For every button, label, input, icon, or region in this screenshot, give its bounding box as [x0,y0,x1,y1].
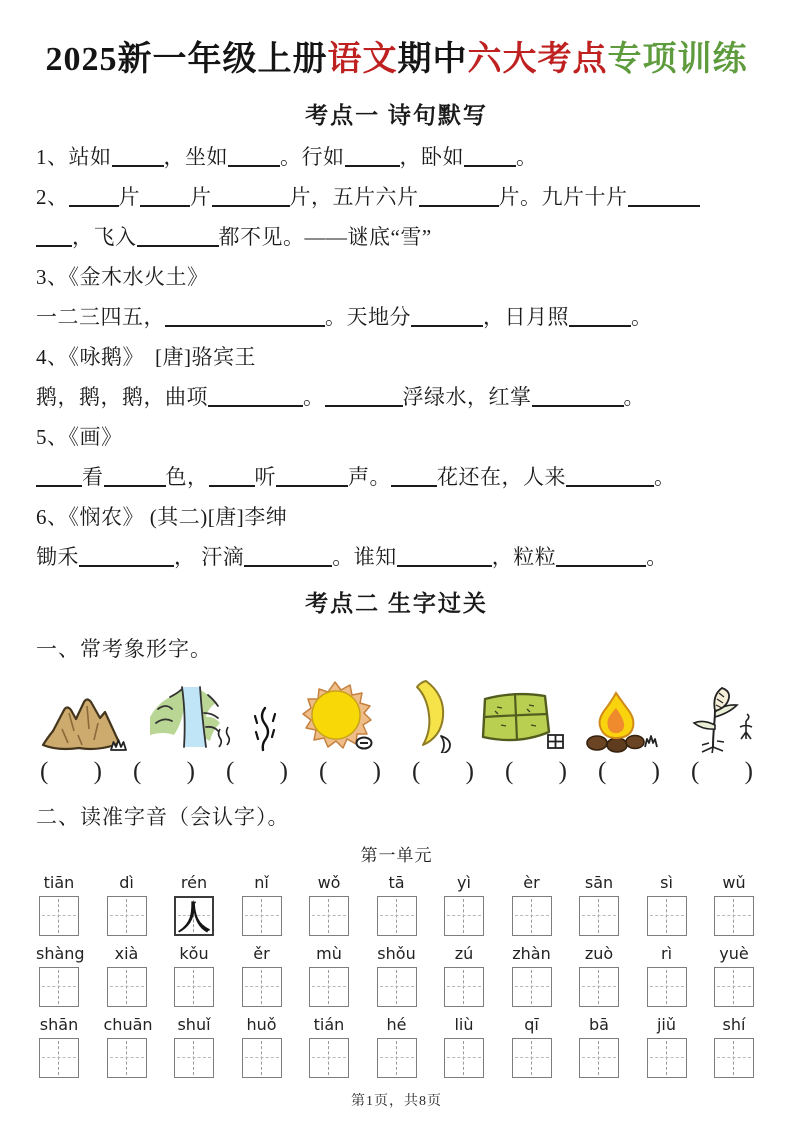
answer-blank [244,547,332,567]
answer-blank [112,147,164,167]
question-text: 。谁知 [332,544,397,569]
answer-blank [228,147,280,167]
bracket-close: ) [186,757,195,785]
question-text: 1、站如 [36,144,112,169]
answer-blank [569,307,631,327]
question-text: ，飞入 [72,224,137,249]
pinyin-label: ěr [253,943,270,963]
pinyin-column [711,872,757,936]
question-text: 鹅，鹅，鹅，曲项 [36,384,208,409]
writing-grid-box [174,896,214,936]
writing-grid-box [377,1038,417,1078]
writing-grid-box [444,1038,484,1078]
answer-blank [137,227,219,247]
pinyin-column [171,872,217,936]
answer-blank [345,147,400,167]
unit-heading: 第一单元 [360,845,433,865]
answer-blank [556,547,646,567]
answer-bracket-pair [319,757,381,787]
bracket-close: ) [744,757,753,785]
question-line [36,345,757,369]
sun-pictograph-icon [296,681,376,753]
pinyin-column [441,1014,487,1078]
question-text: 4、《咏鹅》 [唐]骆宾王 [36,344,256,369]
question-line [36,385,757,409]
bracket-open: ( [598,757,607,785]
pinyin-label: yuè [719,943,749,963]
pinyin-row [36,872,757,936]
question-line [36,505,757,529]
pinyin-column [441,943,487,1007]
question-text: 片，五片六片 [289,184,419,209]
section2-heading: 考点二 生字过关 [305,590,488,616]
bracket-open: ( [133,757,142,785]
question-text: 。行如 [280,144,345,169]
seedling-pictograph-icon [679,683,755,753]
question-text: 花还在，人来 [437,464,566,489]
pinyin-column [644,943,690,1007]
pinyin-column [171,1014,217,1078]
writing-grid-box [647,967,687,1007]
writing-grid-box [377,967,417,1007]
title-segment: 2025新一年级上册 [45,41,328,78]
pinyin-label: jiǔ [656,1014,677,1034]
pinyin-column [576,1014,622,1078]
question-text: 片 [118,184,140,209]
answer-blank [397,547,492,567]
question-line [36,225,757,249]
bracket-open: ( [226,757,235,785]
pinyin-label: dì [119,872,134,892]
answer-blank [532,387,624,407]
pinyin-label: hé [386,1014,407,1034]
writing-grid-box [512,896,552,936]
page-footer: 第1页，共8页 [351,1094,442,1109]
bracket-open: ( [319,757,328,785]
title-segment: 专项训练 [607,41,748,78]
question-text: 声。 [348,464,391,489]
answer-blank [69,187,119,207]
pinyin-label: huǒ [246,1014,277,1034]
title-segment: 语文 [327,41,398,78]
answer-blank [566,467,654,487]
question-text: 6、《悯农》 (其二)[唐]李绅 [36,504,288,529]
pinyin-label: tiān [43,872,75,892]
bracket-close: ) [558,757,567,785]
question-text: 。 [654,464,676,489]
writing-grid-box [647,896,687,936]
question-text: 。 [646,544,668,569]
writing-grid-box [309,1038,349,1078]
writing-grid-box [579,896,619,936]
pinyin-label: bā [589,1014,609,1034]
pinyin-row [36,943,757,1007]
question-text: ， 汗滴 [174,544,245,569]
answer-blank [276,467,348,487]
writing-grid-box [714,896,754,936]
answer-blank [411,307,483,327]
pinyin-grid [36,872,757,1078]
title-segment: 六大考点 [467,41,608,78]
answer-bracket-pair [226,757,288,787]
bracket-close: ) [93,757,102,785]
question-line [36,145,757,169]
writing-grid-box [579,967,619,1007]
question-text: 2、 [36,184,69,209]
pinyin-label: tā [388,872,405,892]
question-text: 。 [623,384,645,409]
pinyin-label: shuǐ [177,1014,211,1034]
writing-grid-box [174,967,214,1007]
answer-blank [140,187,190,207]
mountain-pictograph-icon [38,693,130,753]
question-text: 都不见。——谜底“雪” [218,224,432,249]
question-line [36,265,757,289]
pinyin-label: tián [313,1014,345,1034]
answer-bracket-pair [40,757,102,787]
writing-grid-box [39,896,79,936]
writing-grid-box [309,967,349,1007]
question-text: 。 [516,144,538,169]
poem-questions [36,145,757,569]
answer-blank [165,307,325,327]
pinyin-column [239,872,285,936]
question-line [36,305,757,329]
answer-blank [212,187,290,207]
pictograph-row [38,671,755,753]
writing-grid-box [174,1038,214,1078]
pinyin-column [374,1014,420,1078]
writing-grid-box [714,1038,754,1078]
pinyin-exercise-label: 二、读准字音（会认字）。 [36,804,290,829]
water-oracle-glyph-icon [252,705,278,753]
bracket-open: ( [412,757,421,785]
moon-pictograph-icon [393,679,455,753]
question-line [36,185,757,209]
pinyin-label: liù [454,1014,474,1034]
pinyin-column [644,872,690,936]
answer-bracket-pair [412,757,474,787]
pinyin-column [576,943,622,1007]
pinyin-label: rén [180,872,208,892]
writing-grid-box [242,967,282,1007]
question-line [36,465,757,489]
pinyin-column [644,1014,690,1078]
pinyin-label: sì [660,872,673,892]
answer-blank [104,467,166,487]
question-line [36,425,757,449]
pinyin-column [36,1014,82,1078]
pinyin-column [306,1014,352,1078]
answer-blank [36,467,82,487]
pinyin-column [509,943,555,1007]
question-text: 5、《画》 [36,424,123,449]
question-text: 色， [165,464,209,489]
pinyin-label: xià [114,943,139,963]
question-text: ，卧如 [399,144,464,169]
question-line [36,545,757,569]
pinyin-column [104,872,150,936]
writing-grid-box [444,967,484,1007]
writing-grid-box [647,1038,687,1078]
question-text: 听 [254,464,276,489]
pinyin-label: shǒu [377,943,416,963]
pinyin-label: zhàn [512,943,551,963]
answer-bracket-pair [598,757,660,787]
bracket-open: ( [40,757,49,785]
writing-grid-box [444,896,484,936]
question-text: 。 [303,384,325,409]
question-text: 片。九片十片 [498,184,628,209]
pinyin-label: chuān [103,1014,153,1034]
pinyin-column [239,1014,285,1078]
page-title [36,40,757,81]
question-text: 。 [631,304,653,329]
pinyin-column [104,943,150,1007]
question-text: 。天地分 [325,304,411,329]
writing-grid-box [714,967,754,1007]
writing-grid-box [107,967,147,1007]
pinyin-column [239,943,285,1007]
question-text: 锄禾 [36,544,79,569]
pinyin-label: nǐ [254,872,269,892]
answer-bracket-pair [691,757,753,787]
pinyin-column [441,872,487,936]
writing-grid-box [512,967,552,1007]
answer-blank [464,147,516,167]
writing-grid-box [242,1038,282,1078]
pinyin-column [509,1014,555,1078]
bracket-close: ) [465,757,474,785]
pinyin-column [36,943,85,1007]
pinyin-label: yì [457,872,471,892]
writing-grid-box [309,896,349,936]
question-text: 3、《金木水火土》 [36,264,209,289]
writing-grid-box [242,896,282,936]
answer-blank [628,187,700,207]
pinyin-label: kǒu [179,943,209,963]
question-text: 一二三四五， [36,304,165,329]
pinyin-column [103,1014,153,1078]
written-character: 人 [177,901,211,938]
title-segment: 期中 [397,41,468,78]
pinyin-label: shàng [36,943,85,963]
bracket-open: ( [505,757,514,785]
bracket-close: ) [279,757,288,785]
writing-grid-box [39,1038,79,1078]
pinyin-row [36,1014,757,1078]
question-text: ，粒粒 [491,544,557,569]
answer-blank [209,467,255,487]
writing-grid-box [512,1038,552,1078]
question-text: 片 [190,184,212,209]
pinyin-label: wǒ [317,872,341,892]
pinyin-label: zuò [584,943,614,963]
writing-grid-box [579,1038,619,1078]
pinyin-column [171,943,217,1007]
pinyin-column [576,872,622,936]
pinyin-column [374,872,420,936]
question-text: ，坐如 [163,144,228,169]
bracket-close: ) [372,757,381,785]
pinyin-label: rì [660,943,673,963]
pinyin-column [36,872,82,936]
writing-grid-box [39,967,79,1007]
field-pictograph-icon [473,687,565,753]
question-text: 浮绿水，红掌 [402,384,532,409]
pinyin-label: sān [584,872,614,892]
pinyin-label: shān [39,1014,79,1034]
bracket-close: ) [651,757,660,785]
pinyin-column [509,872,555,936]
writing-grid-box [377,896,417,936]
pinyin-column [374,943,420,1007]
writing-grid-box [107,1038,147,1078]
pinyin-label: èr [523,872,540,892]
pinyin-label: shí [722,1014,746,1034]
answer-bracket-pair [133,757,195,787]
answer-blank [325,387,403,407]
waterfall-pictograph-icon [148,683,234,753]
question-text: ，日月照 [483,304,569,329]
pinyin-column [711,943,757,1007]
pinyin-label: zú [454,943,474,963]
answer-bracket-pair [505,757,567,787]
bracket-open: ( [691,757,700,785]
answer-blank [36,227,72,247]
answer-bracket-row [40,757,753,787]
writing-grid-box [107,896,147,936]
pictograph-exercise-label: 一、常考象形字。 [36,636,212,661]
answer-blank [79,547,174,567]
answer-blank [391,467,437,487]
pinyin-column [306,943,352,1007]
question-text: 看 [82,464,104,489]
answer-blank [208,387,303,407]
pinyin-column [711,1014,757,1078]
section1-heading: 考点一 诗句默写 [305,102,488,128]
pinyin-label: mù [316,943,342,963]
pinyin-label: wǔ [722,872,746,892]
fire-pictograph-icon [583,691,661,753]
answer-blank [419,187,499,207]
pinyin-label: qī [524,1014,539,1034]
pinyin-column [306,872,352,936]
